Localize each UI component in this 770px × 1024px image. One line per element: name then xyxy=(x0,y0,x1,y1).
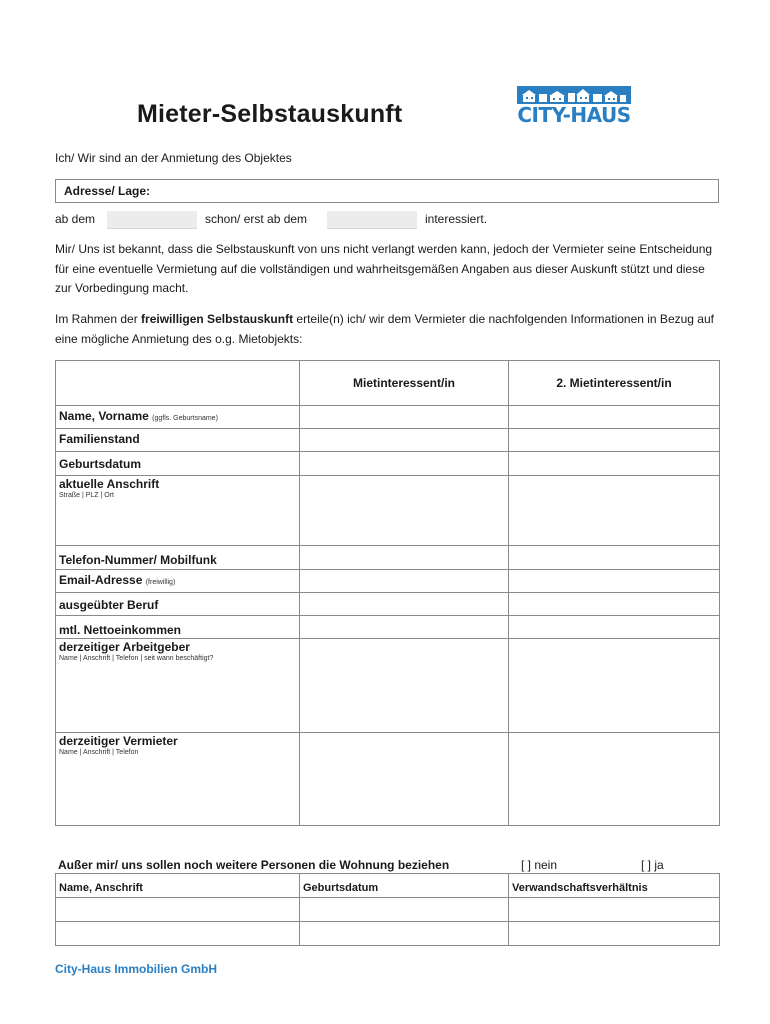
consent-pre: Im Rahmen der xyxy=(55,312,142,326)
current-address-note: Straße | PLZ | Ort xyxy=(59,492,114,499)
landlord-input-1[interactable] xyxy=(300,733,509,826)
city-haus-logo xyxy=(515,86,633,126)
phone-label: Telefon-Nummer/ Mobilfunk xyxy=(56,546,300,570)
phone-input-2[interactable] xyxy=(509,546,720,570)
footer-company: City-Haus Immobilien GmbH xyxy=(55,962,218,976)
job-input-2[interactable] xyxy=(509,593,720,616)
current-address-input-2[interactable] xyxy=(509,476,720,546)
address-label: Adresse/ Lage: xyxy=(64,184,151,198)
table-row xyxy=(56,546,720,570)
person-2-birth-input[interactable] xyxy=(300,922,509,946)
persons-col-relation: Verwandschaftsverhältnis xyxy=(509,874,720,898)
phone-input-1[interactable] xyxy=(300,546,509,570)
from-label: ab dem xyxy=(55,212,96,226)
table-row xyxy=(56,593,720,616)
landlord-note: Name | Anschrift | Telefon xyxy=(59,749,139,756)
interested-label: interessiert. xyxy=(425,212,488,226)
email-input-1[interactable] xyxy=(300,570,509,593)
persons-question-row xyxy=(55,857,719,873)
intro-line: Ich/ Wir sind an der Anmietung des Objektes xyxy=(55,151,292,165)
job-input-1[interactable] xyxy=(300,593,509,616)
email-label: Email-Adresse xyxy=(59,573,143,587)
job-label: ausgeübter Beruf xyxy=(56,593,300,616)
name-input-2[interactable] xyxy=(509,406,720,429)
persons-col-birth: Geburtsdatum xyxy=(300,874,509,898)
persons-col-name: Name, Anschrift xyxy=(56,874,300,898)
later-date-field[interactable] xyxy=(327,211,417,229)
family-input-2[interactable] xyxy=(509,429,720,452)
table-row xyxy=(56,406,720,429)
landlord-label: derzeitiger Vermieter xyxy=(59,734,178,748)
income-input-1[interactable] xyxy=(300,616,509,639)
email-input-2[interactable] xyxy=(509,570,720,593)
consent-post: erteile(n) ich/ wir dem Vermieter die nachfolgenden Informationen in Bezug auf eine mögliche Anmietung des o.g. Mietobjekts: xyxy=(55,312,714,346)
birth-label: Geburtsdatum xyxy=(56,452,300,476)
applicant-table xyxy=(55,360,720,826)
employer-note: Name | Anschrift | Telefon | seit wann beschäftigt? xyxy=(59,655,214,662)
landlord-label-cell xyxy=(56,733,300,826)
email-note: (freiwillig) xyxy=(145,579,176,586)
table-row xyxy=(56,616,720,639)
table-row xyxy=(56,898,720,922)
current-address-label: aktuelle Anschrift xyxy=(59,477,160,491)
landlord-input-2[interactable] xyxy=(509,733,720,826)
family-input-1[interactable] xyxy=(300,429,509,452)
employer-input-2[interactable] xyxy=(509,639,720,733)
header-empty-cell xyxy=(56,361,300,406)
person-1-name-input[interactable] xyxy=(56,898,300,922)
name-input-1[interactable] xyxy=(300,406,509,429)
income-label: mtl. Nettoeinkommen xyxy=(56,616,300,639)
skyline-icon xyxy=(517,86,631,104)
date-row xyxy=(55,211,719,231)
birth-input-2[interactable] xyxy=(509,452,720,476)
from-date-field[interactable] xyxy=(107,211,197,229)
persons-question: Außer mir/ uns sollen noch weitere Personen die Wohnung beziehen xyxy=(58,858,450,872)
page-title: Mieter-Selbstauskunft xyxy=(137,100,403,128)
person-2-name-input[interactable] xyxy=(56,922,300,946)
table-row xyxy=(56,452,720,476)
logo-text: CITY-HAUS xyxy=(517,103,631,127)
info-paragraph: Mir/ Uns ist bekannt, dass die Selbstauskunft von uns nicht verlangt werden kann, jedoch der Vermieter seine Entscheidung für eine eventuelle Vermietung auf die vollständigen und wahrheitsgemäßen Angaben aus dieser Auskunft stützt und diese zur Vorbedingung macht. xyxy=(55,242,713,295)
persons-no-checkbox[interactable]: [ ] nein xyxy=(521,858,558,872)
address-field[interactable] xyxy=(55,179,719,203)
person-2-relation-input[interactable] xyxy=(509,922,720,946)
table-row xyxy=(56,570,720,593)
table-row xyxy=(56,733,720,826)
income-input-2[interactable] xyxy=(509,616,720,639)
address-label-cell xyxy=(56,476,300,546)
name-label: Name, Vorname xyxy=(59,409,149,423)
table-row xyxy=(56,639,720,733)
email-label-cell xyxy=(56,570,300,593)
table-row xyxy=(56,922,720,946)
person-1-relation-input[interactable] xyxy=(509,898,720,922)
current-address-input-1[interactable] xyxy=(300,476,509,546)
consent-bold: freiwilligen Selbstauskunft xyxy=(141,312,294,326)
persons-header-row xyxy=(56,874,720,898)
employer-label: derzeitiger Arbeitgeber xyxy=(59,640,190,654)
family-label: Familienstand xyxy=(56,429,300,452)
or-label: schon/ erst ab dem xyxy=(205,212,308,226)
table-row xyxy=(56,429,720,452)
consent-paragraph xyxy=(55,310,719,349)
birth-input-1[interactable] xyxy=(300,452,509,476)
name-note: (ggfls. Geburtsname) xyxy=(152,415,218,422)
header-applicant-1: Mietinteressent/in xyxy=(300,361,509,406)
persons-table xyxy=(55,873,720,946)
employer-label-cell xyxy=(56,639,300,733)
employer-input-1[interactable] xyxy=(300,639,509,733)
persons-yes-checkbox[interactable]: [ ] ja xyxy=(641,858,664,872)
table-row xyxy=(56,476,720,546)
person-1-birth-input[interactable] xyxy=(300,898,509,922)
name-label-cell xyxy=(56,406,300,429)
header-applicant-2: 2. Mietinteressent/in xyxy=(509,361,720,406)
table-header-row xyxy=(56,361,720,406)
